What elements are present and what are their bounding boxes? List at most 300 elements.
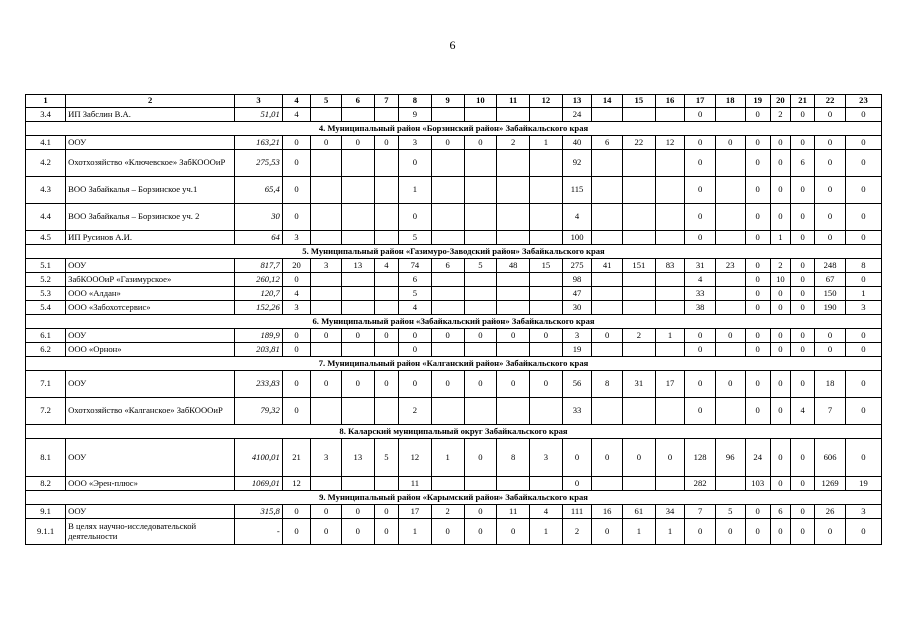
value-cell [311,231,342,245]
value-cell [311,108,342,122]
table-row [26,343,882,357]
owner-name: ООО «Забохотсервис» [66,301,235,315]
value-cell: 0 [770,439,790,477]
value-cell [497,108,530,122]
owner-name: ООО «Эрен-плюс» [66,477,235,491]
value-cell: 1 [770,231,790,245]
value-cell: 3 [562,329,592,343]
value-cell: 0 [745,301,770,315]
value-cell: 0 [374,505,398,519]
value-cell: 0 [815,136,846,150]
value-cell: 100 [562,231,592,245]
value-cell [431,343,464,357]
table-row [26,231,882,245]
value-cell: 11 [497,505,530,519]
row-number: 8.1 [26,439,66,477]
table-row [26,505,882,519]
value-cell: 41 [592,259,623,273]
value-cell: 0 [685,371,716,398]
table-row [26,177,882,204]
value-cell [464,301,497,315]
value-cell: 0 [790,477,814,491]
value-cell: 282 [685,477,716,491]
value-cell [341,177,374,204]
table-row [26,329,882,343]
value-cell: 0 [845,371,881,398]
value-cell: 0 [282,204,311,231]
value-cell: 0 [790,301,814,315]
value-cell [374,477,398,491]
value-cell: 0 [685,136,716,150]
value-cell: 0 [815,108,846,122]
value-cell [592,231,623,245]
value-cell [715,301,745,315]
value-cell: 18 [815,371,846,398]
value-cell: 0 [282,177,311,204]
value-cell: 0 [464,371,497,398]
value-cell [431,108,464,122]
value-cell: 30 [562,301,592,315]
value-cell: 0 [745,398,770,425]
value-cell: 0 [685,204,716,231]
value-cell: 17 [399,505,432,519]
value-cell [431,177,464,204]
value-cell: 22 [622,136,655,150]
value-cell [715,273,745,287]
value-cell [311,398,342,425]
area-value: 275,53 [235,150,283,177]
area-value: 203,81 [235,343,283,357]
value-cell [592,398,623,425]
value-cell: 0 [374,519,398,545]
value-cell: 33 [562,398,592,425]
row-number: 7.2 [26,398,66,425]
value-cell: 0 [815,177,846,204]
value-cell: 0 [845,519,881,545]
value-cell [374,177,398,204]
value-cell: 23 [715,259,745,273]
value-cell: 0 [770,204,790,231]
value-cell [592,177,623,204]
value-cell [530,343,563,357]
value-cell [311,301,342,315]
value-cell: 0 [464,519,497,545]
value-cell: 0 [770,371,790,398]
value-cell [622,273,655,287]
value-cell [655,343,685,357]
value-cell: 5 [399,231,432,245]
area-value: 152,26 [235,301,283,315]
table-row [26,259,882,273]
value-cell: 0 [790,371,814,398]
row-number: 5.2 [26,273,66,287]
value-cell: 0 [282,398,311,425]
header-cell: 3 [235,95,283,108]
value-cell [655,273,685,287]
value-cell [374,150,398,177]
value-cell [530,231,563,245]
value-cell: 0 [770,287,790,301]
area-value: 817,7 [235,259,283,273]
value-cell: 0 [282,136,311,150]
value-cell [497,231,530,245]
value-cell: 0 [845,439,881,477]
value-cell [311,477,342,491]
value-cell: 0 [770,343,790,357]
value-cell: 0 [592,439,623,477]
value-cell: 2 [622,329,655,343]
area-value: 4100,01 [235,439,283,477]
value-cell: 6 [431,259,464,273]
owner-name: ИП Русинов А.И. [66,231,235,245]
value-cell [622,398,655,425]
value-cell [715,150,745,177]
value-cell [530,204,563,231]
row-number: 5.3 [26,287,66,301]
value-cell: 0 [815,231,846,245]
value-cell: 0 [685,398,716,425]
value-cell: 1 [431,439,464,477]
section-title: 5. Муниципальный район «Газимуро-Заводский район» Забайкальского края [26,245,882,259]
value-cell: 0 [282,371,311,398]
value-cell [592,204,623,231]
value-cell: 40 [562,136,592,150]
header-cell: 8 [399,95,432,108]
section-row [26,425,882,439]
value-cell [715,343,745,357]
value-cell [622,301,655,315]
value-cell [464,287,497,301]
header-cell: 17 [685,95,716,108]
value-cell [431,204,464,231]
value-cell: 4 [562,204,592,231]
value-cell: 5 [715,505,745,519]
value-cell: 0 [497,329,530,343]
value-cell [311,287,342,301]
value-cell: 0 [622,439,655,477]
value-cell [374,301,398,315]
value-cell: 0 [790,108,814,122]
value-cell: 0 [374,371,398,398]
value-cell [622,108,655,122]
area-value: 65,4 [235,177,283,204]
value-cell [431,477,464,491]
value-cell [655,477,685,491]
value-cell [530,108,563,122]
value-cell [622,231,655,245]
value-cell: 0 [399,150,432,177]
value-cell [715,398,745,425]
value-cell: 4 [374,259,398,273]
value-cell: 0 [790,136,814,150]
section-row [26,315,882,329]
value-cell [311,343,342,357]
value-cell: 0 [845,150,881,177]
header-cell: 13 [562,95,592,108]
value-cell: 0 [790,329,814,343]
area-value: 189,9 [235,329,283,343]
value-cell: 61 [622,505,655,519]
value-cell: 0 [431,371,464,398]
header-cell: 5 [311,95,342,108]
value-cell: 0 [282,329,311,343]
value-cell [431,398,464,425]
owner-name: ООО «Орнон» [66,343,235,357]
row-number: 5.1 [26,259,66,273]
value-cell: 0 [745,343,770,357]
value-cell: 74 [399,259,432,273]
table-row [26,477,882,491]
value-cell: 0 [497,519,530,545]
value-cell: 0 [685,150,716,177]
value-cell: 0 [745,371,770,398]
value-cell [374,231,398,245]
section-title: 9. Муниципальный район «Карымский район» Забайкальского края [26,491,882,505]
row-number: 9.1.1 [26,519,66,545]
value-cell: 8 [497,439,530,477]
value-cell: 33 [685,287,716,301]
header-cell: 12 [530,95,563,108]
value-cell [431,231,464,245]
value-cell: 4 [399,301,432,315]
value-cell [341,301,374,315]
owner-name: ВОО Забайкалья – Борзинское уч. 2 [66,204,235,231]
header-cell: 21 [790,95,814,108]
header-cell: 11 [497,95,530,108]
value-cell: 6 [770,505,790,519]
hunting-resources-table [25,94,882,545]
header-cell: 19 [745,95,770,108]
value-cell [374,108,398,122]
value-cell [464,273,497,287]
area-value: 1069,01 [235,477,283,491]
value-cell: 1 [655,329,685,343]
value-cell: 16 [592,505,623,519]
owner-name: Охотхозяйство «Ключевское» ЗабКОООиР [66,150,235,177]
value-cell: 3 [282,301,311,315]
value-cell: 0 [770,136,790,150]
value-cell: 0 [790,505,814,519]
value-cell: 0 [745,273,770,287]
header-cell: 15 [622,95,655,108]
value-cell: 0 [464,329,497,343]
value-cell [341,150,374,177]
value-cell: 0 [815,343,846,357]
value-cell: 0 [431,519,464,545]
value-cell: 0 [790,519,814,545]
value-cell [497,398,530,425]
value-cell: 0 [431,136,464,150]
value-cell: 0 [399,204,432,231]
value-cell [592,108,623,122]
value-cell [622,204,655,231]
value-cell: 0 [399,343,432,357]
value-cell [341,108,374,122]
value-cell: 111 [562,505,592,519]
value-cell: 275 [562,259,592,273]
value-cell: 4 [790,398,814,425]
value-cell: 67 [815,273,846,287]
value-cell: 0 [341,329,374,343]
value-cell [655,150,685,177]
value-cell: 150 [815,287,846,301]
value-cell: 0 [790,287,814,301]
value-cell: 0 [685,343,716,357]
value-cell [341,398,374,425]
value-cell: 0 [311,519,342,545]
owner-name: ООУ [66,329,235,343]
value-cell [497,204,530,231]
value-cell: 0 [715,519,745,545]
table-row [26,398,882,425]
value-cell [464,204,497,231]
value-cell: 8 [845,259,881,273]
value-cell: 47 [562,287,592,301]
value-cell: 606 [815,439,846,477]
value-cell: 31 [685,259,716,273]
value-cell [341,204,374,231]
value-cell: 0 [464,505,497,519]
header-cell: 6 [341,95,374,108]
value-cell: 48 [497,259,530,273]
row-number: 6.1 [26,329,66,343]
value-cell: 92 [562,150,592,177]
value-cell [497,301,530,315]
value-cell: 4 [282,287,311,301]
value-cell: 3 [399,136,432,150]
value-cell: 1 [399,519,432,545]
section-title: 8. Каларский муниципальный округ Забайкальского края [26,425,882,439]
value-cell: 0 [745,329,770,343]
value-cell: 0 [592,519,623,545]
value-cell [464,477,497,491]
value-cell: 1 [622,519,655,545]
value-cell: 0 [745,177,770,204]
value-cell: 12 [655,136,685,150]
value-cell: 0 [341,519,374,545]
value-cell: 19 [562,343,592,357]
value-cell [374,287,398,301]
owner-name: В целях научно-исследовательской деятельности [66,519,235,545]
owner-name: ИП Забслин В.А. [66,108,235,122]
value-cell: 0 [770,519,790,545]
value-cell: 5 [464,259,497,273]
value-cell: 0 [655,439,685,477]
value-cell [341,231,374,245]
value-cell [715,108,745,122]
header-cell: 9 [431,95,464,108]
value-cell: 0 [745,150,770,177]
value-cell [431,273,464,287]
value-cell: 0 [845,108,881,122]
value-cell: 1 [530,136,563,150]
page-number: 6 [449,38,456,52]
value-cell: 0 [431,329,464,343]
value-cell: 0 [311,136,342,150]
section-row [26,122,882,136]
row-number: 5.4 [26,301,66,315]
table-row [26,519,882,545]
owner-name: ВОО Забайкалья – Борзинское уч.1 [66,177,235,204]
value-cell: 0 [745,136,770,150]
value-cell: 0 [341,371,374,398]
value-cell: 31 [622,371,655,398]
value-cell: 9 [399,108,432,122]
value-cell: 0 [790,439,814,477]
value-cell: 0 [790,273,814,287]
value-cell: 0 [790,204,814,231]
value-cell: 24 [562,108,592,122]
value-cell: 4 [282,108,311,122]
value-cell: 0 [770,150,790,177]
value-cell: 6 [790,150,814,177]
value-cell [622,150,655,177]
area-value: 163,21 [235,136,283,150]
value-cell: 3 [845,505,881,519]
value-cell: 13 [341,439,374,477]
value-cell: 56 [562,371,592,398]
value-cell [592,301,623,315]
table-row [26,371,882,398]
value-cell: 7 [685,505,716,519]
header-cell: 1 [26,95,66,108]
value-cell [464,108,497,122]
value-cell: 98 [562,273,592,287]
value-cell [341,287,374,301]
value-cell: 1 [655,519,685,545]
value-cell: 0 [715,329,745,343]
value-cell: 2 [770,259,790,273]
value-cell: 0 [282,273,311,287]
value-cell: 0 [845,204,881,231]
area-value: 64 [235,231,283,245]
value-cell: 96 [715,439,745,477]
value-cell: 0 [685,177,716,204]
value-cell: 0 [685,108,716,122]
value-cell: 8 [592,371,623,398]
owner-name: ООУ [66,371,235,398]
value-cell [530,150,563,177]
value-cell: 115 [562,177,592,204]
value-cell: 103 [745,477,770,491]
area-value: 79,32 [235,398,283,425]
value-cell: 10 [770,273,790,287]
value-cell: 0 [311,329,342,343]
area-value: 233,83 [235,371,283,398]
value-cell: 0 [685,231,716,245]
value-cell: 17 [655,371,685,398]
value-cell: 0 [715,371,745,398]
value-cell: 0 [562,439,592,477]
value-cell: 5 [399,287,432,301]
header-row [26,95,882,108]
owner-name: ООУ [66,439,235,477]
value-cell: 3 [530,439,563,477]
value-cell [715,231,745,245]
value-cell: 2 [431,505,464,519]
value-cell: 0 [592,329,623,343]
value-cell: 2 [562,519,592,545]
value-cell [655,177,685,204]
row-number: 6.2 [26,343,66,357]
value-cell: 0 [311,371,342,398]
value-cell [497,477,530,491]
value-cell: 6 [592,136,623,150]
value-cell: 0 [341,136,374,150]
value-cell [341,273,374,287]
value-cell: 151 [622,259,655,273]
value-cell: 0 [282,519,311,545]
